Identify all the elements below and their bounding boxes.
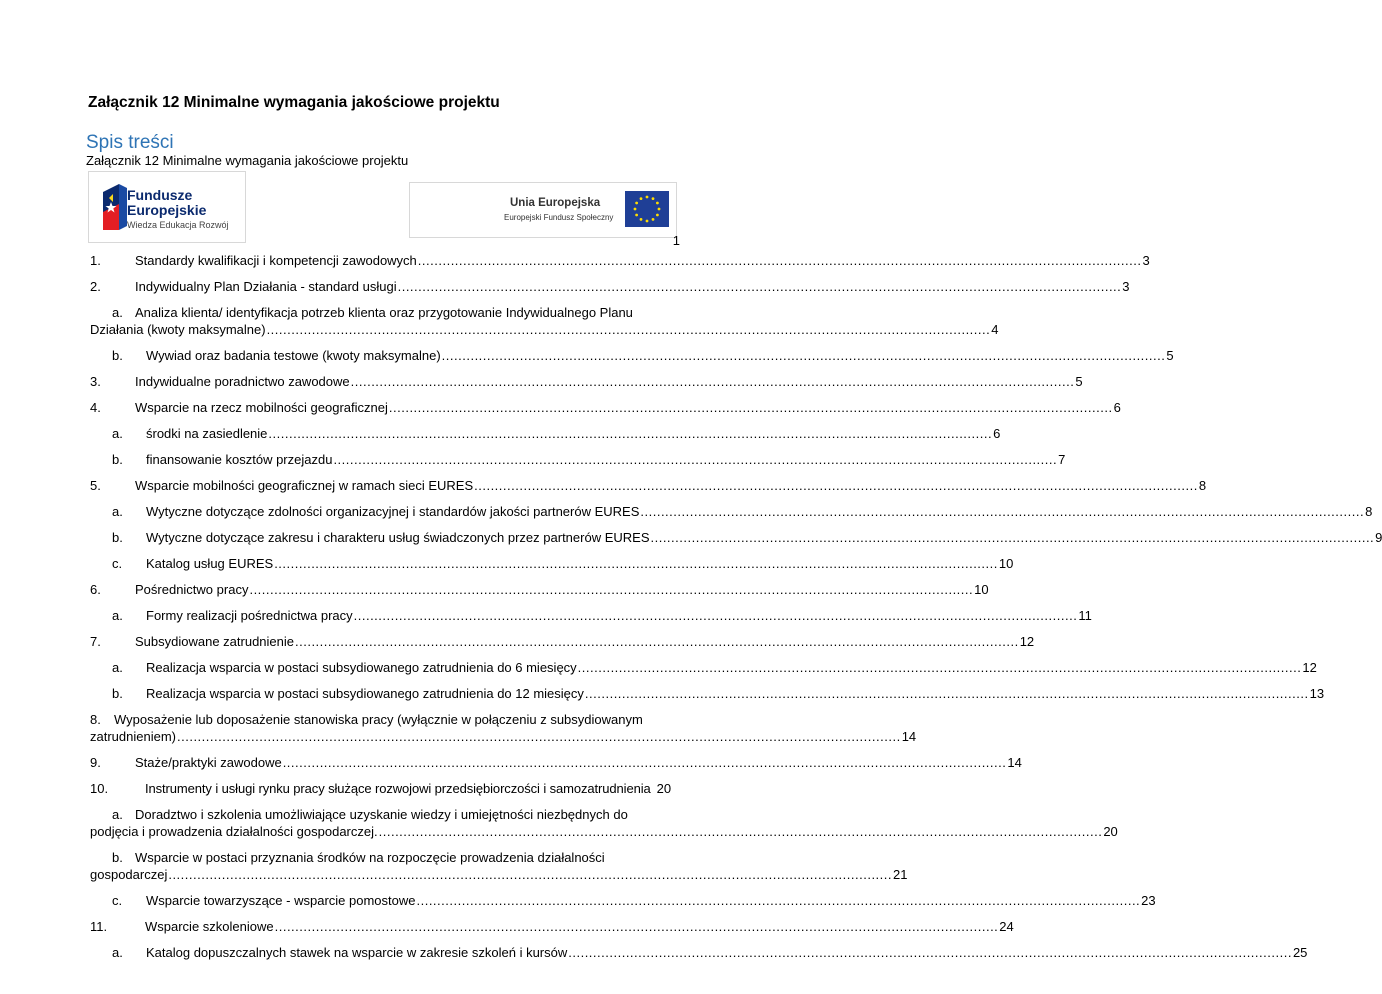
toc-entry-page: 20 <box>1103 824 1118 839</box>
toc-entry-number: a. <box>112 945 123 960</box>
toc-entry-title: Wywiad oraz badania testowe (kwoty maksymalne) <box>146 348 441 363</box>
toc-leader: ................................................................................................................................................................................ <box>274 556 998 571</box>
toc-entry-number: a. <box>112 426 123 441</box>
toc-entry-page: 6 <box>1113 400 1121 415</box>
toc-entry-title-cont: Działania (kwoty maksymalne) <box>90 322 266 337</box>
toc-entry-title: Katalog usług EURES <box>146 556 274 571</box>
toc-title: Spis treści <box>86 132 174 153</box>
logo-fe-line1: Fundusze <box>127 187 193 203</box>
toc-entry[interactable] <box>90 252 1150 269</box>
toc-entry-title: Wsparcie mobilności geograficznej w ramach sieci EURES <box>135 478 474 493</box>
toc-entry[interactable] <box>90 477 1207 494</box>
logo-ue-line2: Europejski Fundusz Społeczny <box>504 213 614 222</box>
toc-entry-page: 5 <box>1075 374 1083 389</box>
toc-entry-page: 9 <box>1375 530 1382 545</box>
toc-entry-page: 14 <box>901 729 917 744</box>
toc-entry-number: a. <box>112 504 123 519</box>
toc-leader: ................................................................................................................................................................................ <box>268 426 993 441</box>
toc-entry-page: 10 <box>974 582 989 597</box>
toc-entry[interactable] <box>112 892 1156 909</box>
fundusze-europejskie-logo <box>88 171 246 243</box>
toc-entry-page: 24 <box>999 919 1014 934</box>
toc-entry[interactable] <box>90 581 989 598</box>
toc-leader: ................................................................................................................................................................................ <box>249 582 974 597</box>
toc-entry-title: Pośrednictwo pracy <box>135 582 249 597</box>
toc-entry-page: 8 <box>1198 478 1207 493</box>
toc-entry-title: środki na zasiedlenie <box>146 426 268 441</box>
toc-entry[interactable] <box>112 685 1325 702</box>
document-heading: Załącznik 12 Minimalne wymagania jakościowe projektu <box>88 94 500 111</box>
toc-entry-page: 21 <box>893 867 908 882</box>
toc-entry[interactable] <box>112 529 1382 546</box>
toc-entry-title: Formy realizacji pośrednictwa pracy <box>146 608 353 623</box>
eu-flag-icon <box>625 191 669 227</box>
toc-entry-page: 12 <box>1302 660 1317 675</box>
toc-entry-title: Wsparcie towarzyszące - wsparcie pomostowe <box>146 893 416 908</box>
toc-entry-title: Wsparcie szkoleniowe <box>145 919 274 934</box>
toc-entry-number: a. <box>112 660 123 675</box>
toc-leader: ................................................................................................................................................................................ <box>416 893 1141 908</box>
toc-entry[interactable] <box>90 806 1118 840</box>
toc-entry[interactable] <box>112 555 1014 572</box>
toc-leader: ................................................................................................................................................................................ <box>397 279 1122 294</box>
toc-entry-title: Wytyczne dotyczące zdolności organizacyjnej i standardów jakości partnerów EURES <box>146 504 640 519</box>
toc-entry-title: Wsparcie w postaci przyznania środków na rozpoczęcie prowadzenia działalności <box>135 850 605 865</box>
toc-entry[interactable] <box>90 373 1083 390</box>
toc-entry[interactable] <box>90 754 1022 771</box>
toc-entry-page: 11 <box>1078 608 1092 623</box>
toc-entry-title: Staże/praktyki zawodowe <box>135 755 282 770</box>
toc-entry-number: b. <box>112 530 123 545</box>
toc-entry-number: 8. <box>90 712 101 727</box>
toc-entry-page: 7 <box>1058 452 1066 467</box>
toc-leader: ................................................................................................................................................................................ <box>168 867 893 882</box>
unia-europejska-logo <box>409 182 677 238</box>
logo-ue-line1: Unia Europejska <box>510 197 601 209</box>
toc-entry-title: Subsydiowane zatrudnienie <box>135 634 294 649</box>
toc-leader: ................................................................................................................................................................................ <box>417 253 1142 268</box>
toc-entry[interactable] <box>90 918 1014 935</box>
toc-entry-title: Wytyczne dotyczące zakresu i charakteru usług świadczonych przez partnerów EURES <box>146 530 650 545</box>
toc-entry-title: Katalog dopuszczalnych stawek na wsparcie w zakresie szkoleń i kursów <box>146 945 568 960</box>
toc-entry-number: c. <box>112 893 123 908</box>
toc-entry[interactable] <box>112 425 1001 442</box>
toc-leader: ................................................................................................................................................................................ <box>388 400 1113 415</box>
toc-entry[interactable] <box>90 711 917 745</box>
toc-entry-page: 13 <box>1309 686 1325 701</box>
toc-entry-number: b. <box>112 686 123 701</box>
toc-leader: ................................................................................................................................................................................ <box>568 945 1292 960</box>
toc-leader: ................................................................................................................................................................................ <box>640 504 1365 519</box>
toc-leader: ................................................................................................................................................................................ <box>353 608 1078 623</box>
toc-leader: ................................................................................................................................................................................ <box>378 824 1103 839</box>
toc-leader: ................................................................................................................................................................................ <box>441 348 1166 363</box>
toc-entry[interactable] <box>90 780 682 797</box>
toc-entry-title: Indywidualny Plan Działania - standard usługi <box>135 279 397 294</box>
toc-entry-title: Realizacja wsparcia w postaci subsydiowanego zatrudnienia do 6 miesięcy <box>146 660 577 675</box>
toc-entry[interactable] <box>112 944 1308 961</box>
toc-leader: ................................................................................................................................................................................ <box>350 374 1075 389</box>
toc-entry-number: c. <box>112 556 123 571</box>
toc-entry-number: a. <box>112 608 123 623</box>
toc-entry-title: Standardy kwalifikacji i kompetencji zawodowych <box>135 253 417 268</box>
toc-entry-page: 25 <box>1292 945 1308 960</box>
toc-entry[interactable] <box>112 347 1174 364</box>
toc-entry[interactable] <box>112 503 1373 520</box>
toc-entry-number: b. <box>112 850 123 865</box>
toc-leader: ................................................................................................................................................................................ <box>333 452 1058 467</box>
toc-entry-title: Wyposażenie lub doposażenie stanowiska pracy (wyłącznie w połączeniu z subsydiowanym <box>114 712 643 727</box>
toc-entry-page: 6 <box>993 426 1001 441</box>
toc-entry-number: 2. <box>90 279 101 294</box>
toc-entry-number: 4. <box>90 400 101 415</box>
toc-entry-page: 12 <box>1019 634 1035 649</box>
toc-entry-number: 9. <box>90 755 101 770</box>
toc-entry-number: 10. <box>90 781 109 796</box>
toc-entry-page: 10 <box>998 556 1014 571</box>
toc-entry-page: 23 <box>1141 893 1156 908</box>
toc-leader: ................................................................................................................................................................................ <box>584 686 1309 701</box>
toc-entry-title: finansowanie kosztów przejazdu <box>146 452 333 467</box>
toc-leader: ................................................................................................................................................................................ <box>474 478 1198 493</box>
toc-entry-number: a. <box>112 807 123 822</box>
toc-entry-number: b. <box>112 348 123 363</box>
toc-entry-number: 5. <box>90 478 101 493</box>
toc-leader: ................................................................................................................................................................................ <box>295 634 1019 649</box>
logo-fe-line2: Europejskie <box>127 202 207 218</box>
toc-entry-number: 6. <box>90 582 101 597</box>
toc-entry-number: b. <box>112 452 123 467</box>
toc-entry[interactable] <box>90 633 1035 650</box>
logo-fe-line3: Wiedza Edukacja Rozwój <box>127 220 229 230</box>
toc-entry[interactable] <box>90 304 999 338</box>
toc-entry[interactable] <box>90 399 1121 416</box>
toc-subtitle[interactable]: Załącznik 12 Minimalne wymagania jakościowe projektu <box>86 153 409 168</box>
toc-leader: ................................................................................................................................................................................ <box>577 660 1302 675</box>
toc-entry-number: a. <box>112 305 123 320</box>
toc-entry-page: 14 <box>1007 755 1022 770</box>
toc-entry-number: 3. <box>90 374 101 389</box>
first-entry-page-number: 1 <box>672 233 680 248</box>
toc-entry[interactable] <box>112 659 1317 676</box>
toc-entry-title-cont: podjęcia i prowadzenia działalności gospodarczej. <box>90 824 378 839</box>
toc-entry-page: 20 <box>656 781 672 796</box>
toc-entry-title: Analiza klienta/ identyfikacja potrzeb klienta oraz przygotowanie Indywidualnego Planu <box>135 305 633 320</box>
toc-entry-page: 5 <box>1166 348 1174 363</box>
toc-leader: ................................................................................................................................................................................ <box>274 919 999 934</box>
toc-leader: ................................................................................................................................................................................ <box>282 755 1007 770</box>
toc-entry-number: 7. <box>90 634 101 649</box>
toc-entry-title-cont: zatrudnieniem) <box>90 729 176 744</box>
toc-entry-page: 3 <box>1142 253 1150 268</box>
toc-entry-title-cont: gospodarczej <box>90 867 168 882</box>
toc-leader: ................................................................................................................................................................................ <box>177 729 901 744</box>
toc-entry[interactable] <box>112 607 1092 624</box>
toc-entry[interactable] <box>90 849 908 883</box>
toc-entry-page: 4 <box>991 322 999 337</box>
toc-entry-number: 1. <box>90 253 101 268</box>
toc-entry-title: Doradztwo i szkolenia umożliwiające uzyskanie wiedzy i umiejętności niezbędnych do <box>135 807 628 822</box>
toc-entry-page: 3 <box>1122 279 1130 294</box>
toc-leader: ................................................................................................................................................................................ <box>266 322 991 337</box>
toc-leader: ................................................................................................................................................................................ <box>650 530 1375 545</box>
toc-entry-title: Wsparcie na rzecz mobilności geograficznej <box>135 400 388 415</box>
toc-entry[interactable] <box>112 451 1066 468</box>
toc-entry[interactable] <box>90 278 1130 295</box>
toc-entry-number: 11. <box>90 919 108 934</box>
toc-entry-title: Realizacja wsparcia w postaci subsydiowanego zatrudnienia do 12 miesięcy <box>146 686 584 701</box>
toc-entry-title: Instrumenty i usługi rynku pracy służące rozwojowi przedsiębiorczości i samozatrudnienia <box>145 781 651 796</box>
toc-entry-title: Indywidualne poradnictwo zawodowe <box>135 374 350 389</box>
toc-entry-page: 8 <box>1365 504 1373 519</box>
